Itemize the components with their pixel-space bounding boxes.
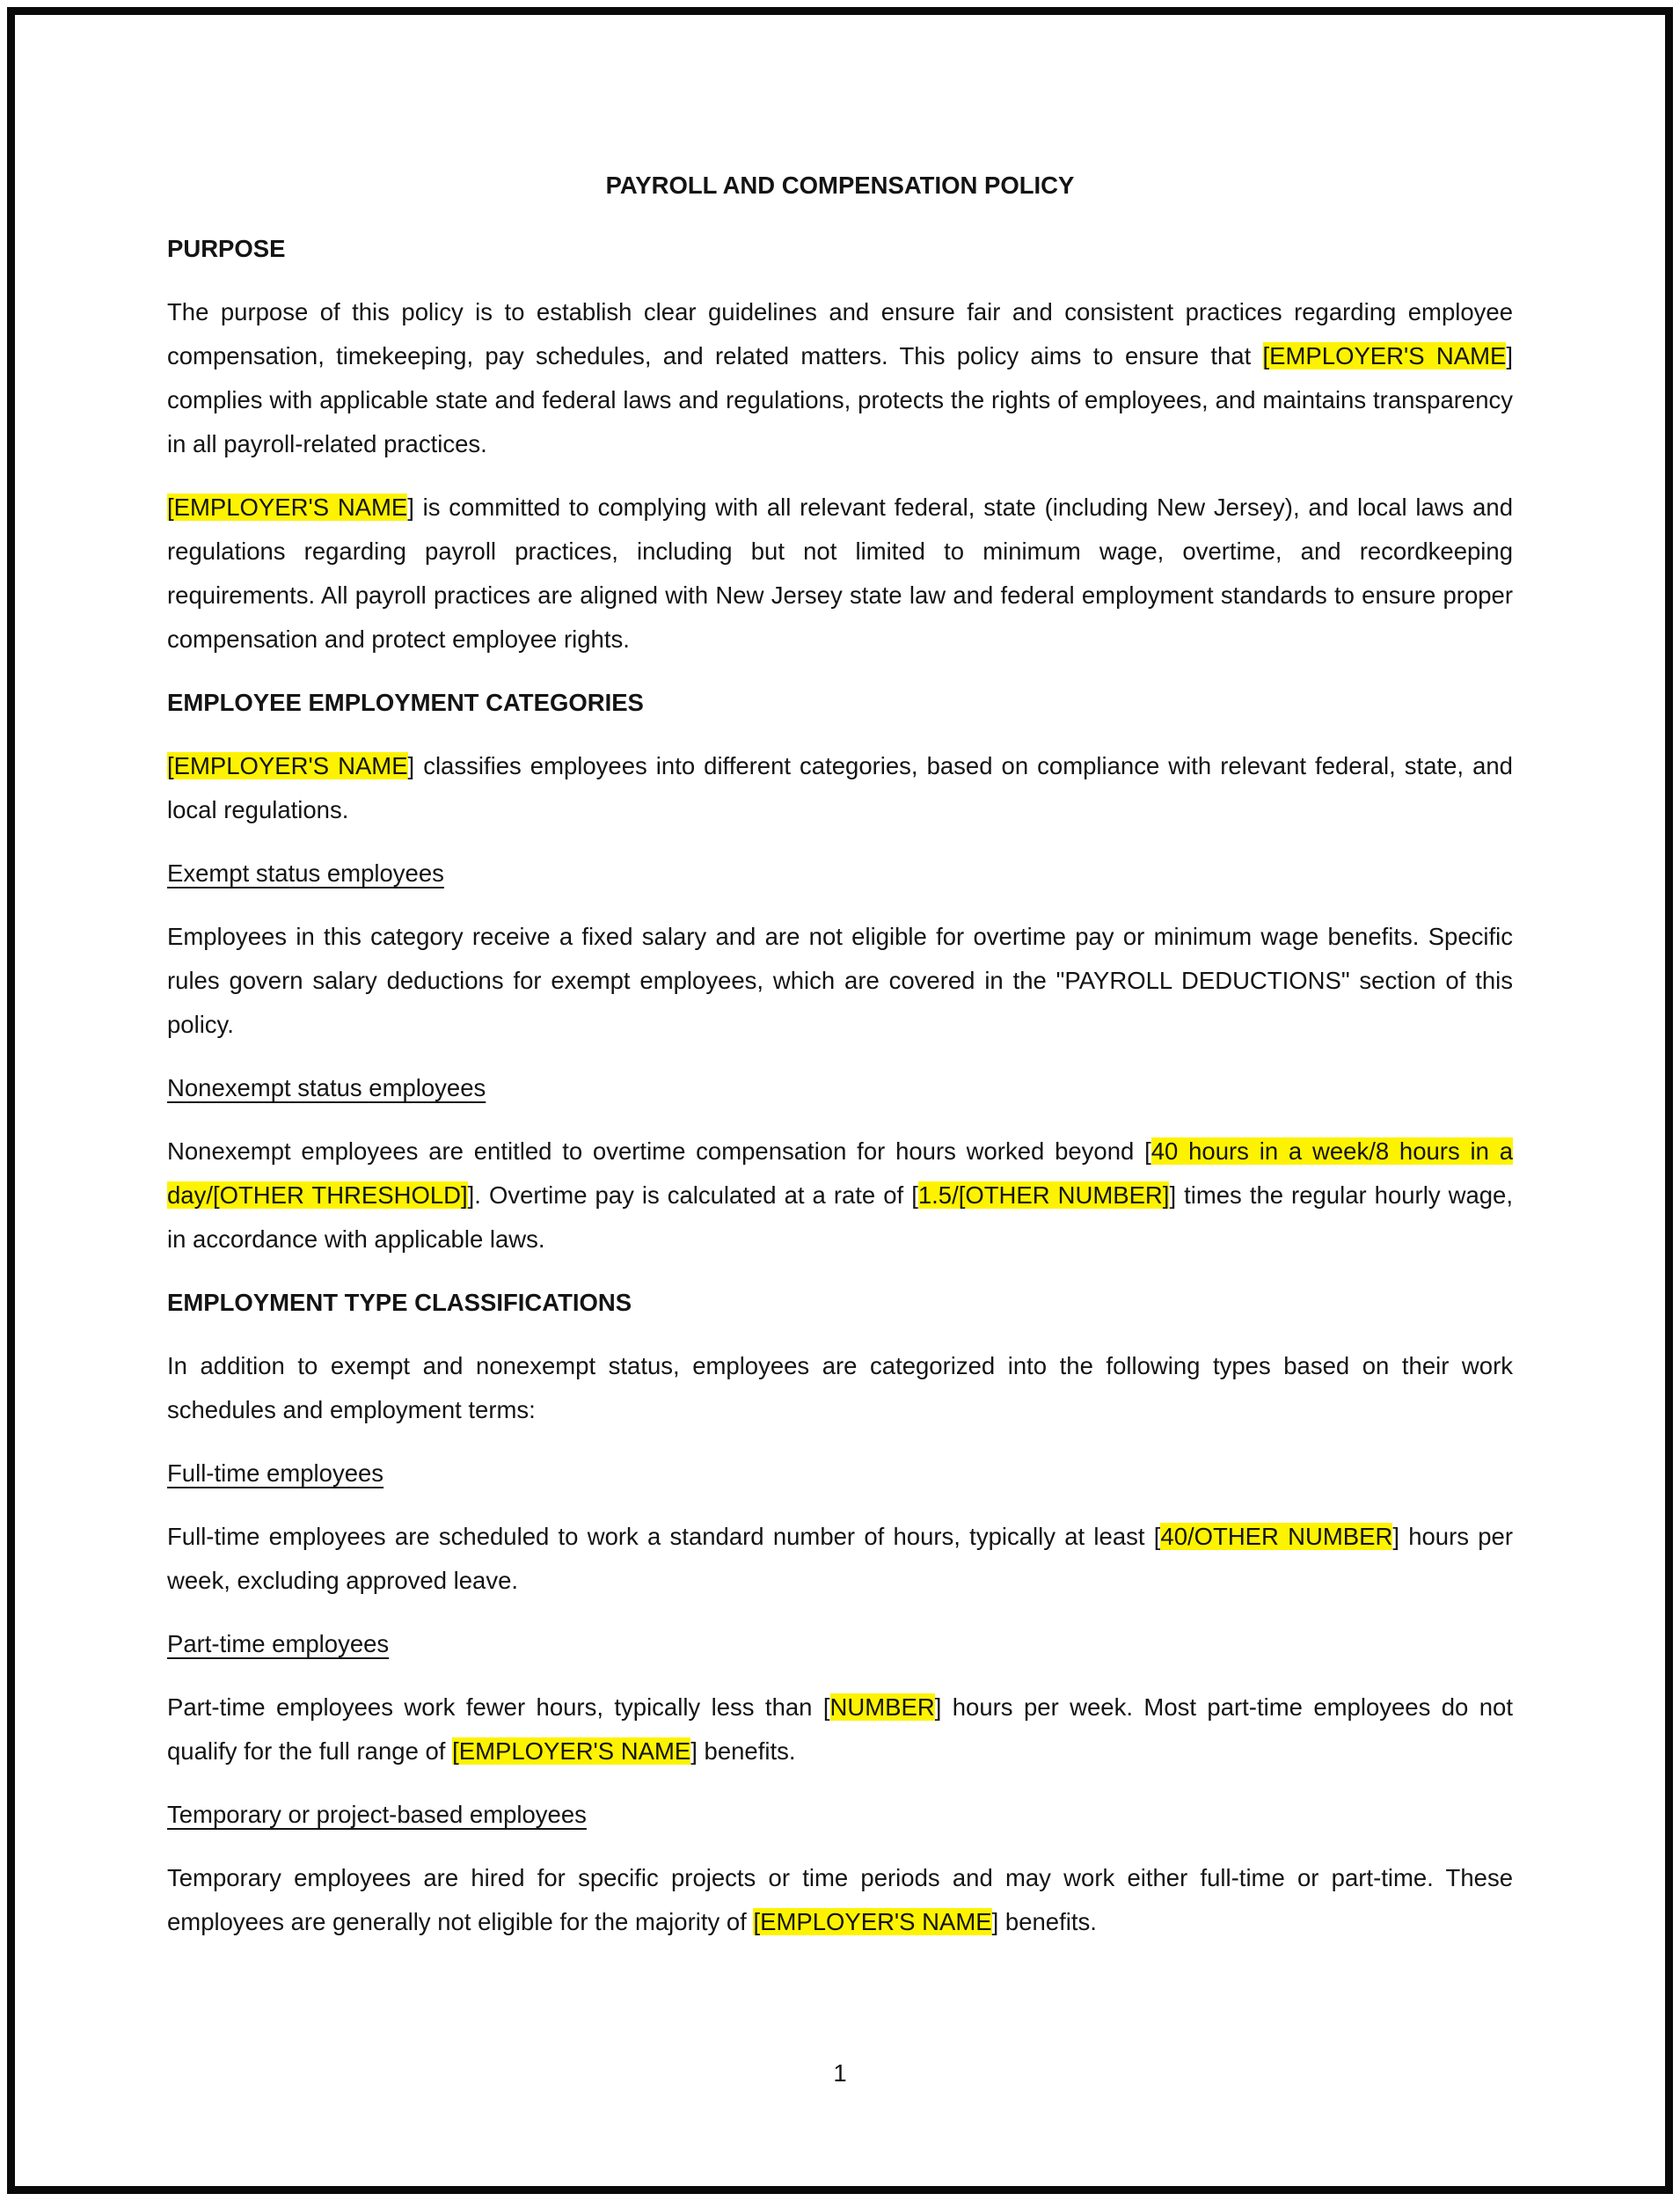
- subheading-temporary: Temporary or project-based employees: [167, 1801, 587, 1828]
- highlighted-placeholder: [EMPLOYER'S NAME: [167, 494, 408, 521]
- text-segment: Temporary employees are hired for specific projects or time periods and may work either full-time or part-time. These employees are generally not eligible for the majority of: [167, 1864, 1513, 1935]
- text-segment: ] benefits.: [690, 1737, 796, 1765]
- highlighted-placeholder: [EMPLOYER'S NAME: [167, 752, 408, 779]
- paragraph-nonexempt-status: [167, 1130, 1513, 1261]
- paragraph-employment-type-intro: [167, 1344, 1513, 1432]
- highlighted-placeholder: [EMPLOYER'S NAME: [1262, 342, 1507, 369]
- section-heading-purpose: PURPOSE: [167, 235, 286, 262]
- text-segment: ] benefits.: [991, 1908, 1097, 1935]
- paragraph-categories-intro: [167, 744, 1513, 832]
- text-segment: Nonexempt employees are entitled to overtime compensation for hours worked beyond [: [167, 1137, 1151, 1165]
- section-heading-employment-categories: EMPLOYEE EMPLOYMENT CATEGORIES: [167, 689, 644, 716]
- text-segment: ]. Overtime pay is calculated at a rate of [: [467, 1181, 918, 1209]
- subheading-full-time: Full-time employees: [167, 1459, 384, 1487]
- text-segment: ] times the regular hourly wage, in accordance with applicable laws.: [167, 1181, 1513, 1253]
- highlighted-placeholder: 40 hours in a week/8 hours in a day/[OTHER THRESHOLD]: [167, 1137, 1513, 1209]
- subheading-nonexempt-status: Nonexempt status employees: [167, 1074, 486, 1101]
- paragraph-purpose-2: [167, 486, 1513, 662]
- text-segment: Part-time employees work fewer hours, typically less than [: [167, 1693, 830, 1721]
- subheading-part-time: Part-time employees: [167, 1630, 390, 1657]
- paragraph-purpose-1: [167, 290, 1513, 466]
- text-segment: In addition to exempt and nonexempt status, employees are categorized into the following types based on their work schedules and employment terms:: [167, 1352, 1513, 1423]
- document-content: [167, 0, 1513, 1963]
- text-segment: The purpose of this policy is to establish clear guidelines and ensure fair and consistent practices regarding employee compensation, timekeeping, pay schedules, and related matters. This policy aims to ensure that: [167, 298, 1513, 369]
- highlighted-placeholder: [EMPLOYER'S NAME: [753, 1908, 992, 1935]
- text-segment: ] hours per week. Most part-time employees do not qualify for the full range of: [167, 1693, 1513, 1765]
- text-segment: ] hours per week, excluding approved leave.: [167, 1523, 1513, 1594]
- text-segment: ] complies with applicable state and federal laws and regulations, protects the rights of employees, and maintains transparency in all payroll-related practices.: [167, 342, 1513, 457]
- paragraph-full-time: [167, 1515, 1513, 1603]
- paragraph-exempt-status: [167, 915, 1513, 1047]
- paragraph-temporary: [167, 1856, 1513, 1944]
- text-segment: ] classifies employees into different categories, based on compliance with relevant federal, state, and local regulations.: [167, 752, 1513, 823]
- page-number: 1: [833, 2059, 847, 2087]
- highlighted-placeholder: NUMBER: [829, 1693, 935, 1721]
- subheading-exempt-status: Exempt status employees: [167, 859, 444, 887]
- highlighted-placeholder: 40/OTHER NUMBER: [1160, 1523, 1393, 1550]
- document-title: PAYROLL AND COMPENSATION POLICY: [605, 172, 1075, 199]
- text-segment: ] is committed to complying with all relevant federal, state (including New Jersey), and local laws and regulations regarding payroll practices, including but not limited to minimum wage, overtime, and recordkeeping requirements. All payroll practices are aligned with New Jersey state law and federal employment standards to ensure proper compensation and protect employee rights.: [167, 494, 1513, 653]
- text-segment: Employees in this category receive a fixed salary and are not eligible for overtime pay or minimum wage benefits. Specific rules govern salary deductions for exempt employees, which are covered in the "PAYROLL DEDUCTIONS" section of this policy.: [167, 923, 1513, 1038]
- section-heading-employment-type: EMPLOYMENT TYPE CLASSIFICATIONS: [167, 1289, 632, 1316]
- highlighted-placeholder: 1.5/[OTHER NUMBER]: [917, 1181, 1170, 1209]
- paragraph-part-time: [167, 1685, 1513, 1773]
- text-segment: Full-time employees are scheduled to work a standard number of hours, typically at least [: [167, 1523, 1161, 1550]
- highlighted-placeholder: [EMPLOYER'S NAME: [452, 1737, 691, 1765]
